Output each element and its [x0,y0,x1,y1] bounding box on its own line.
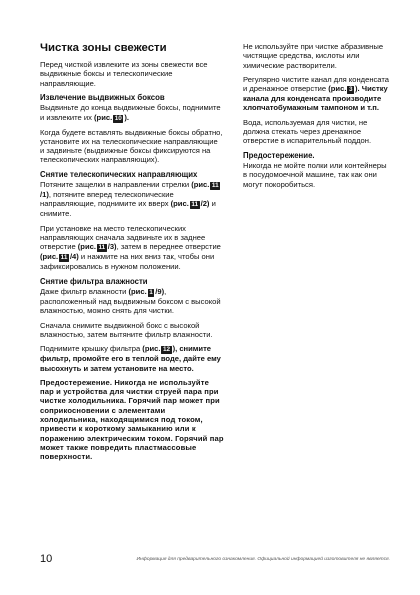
left-column [40,42,224,467]
remove-rails-paragraph-1: Потяните защелки в направлении стрелки (рис. 11/1), потяните вперед телескопические направляющие, поднимите их вверх (рис. 11 /2) и снимите. [40,180,219,219]
page-title: Чистка зоны свежести [40,42,167,54]
remove-filter-paragraph-3: Поднимите крышку фильтра (рис. 12 ), снимите фильтр, промойте его в теплой воде, дайте ему высохнуть и затем установите на место. [40,344,221,373]
figure-ref-icon: 11 [191,201,199,209]
figure-ref-icon: 10 [114,114,122,122]
page-footer [40,553,390,567]
section-remove-boxes [40,93,224,165]
disclaimer-text: Информация для предварительного ознакомления. Официальной информацией изготовителя не является. [136,557,390,562]
drain-paragraph: Регулярно чистите канал для конденсата и дренажное отверстие (рис. 3 ). Чистку канала для конденсата производите хлопчатобумажным тампоном и т.п. [243,74,389,113]
water-note: Вода, используемая для чистки, не должна стекать через дренажное отверстие в испарительный поддон. [243,117,372,146]
remove-boxes-paragraph-2: Когда будете вставлять выдвижные боксы обратно, установите их на телескопические направляющие и задвиньте (выдвижные боксы фиксируются на телескопических направляющих). [40,127,223,165]
remove-boxes-paragraph-1: Выдвиньте до конца выдвижные боксы, поднимите и извлеките их (рис. 10 ). [40,103,221,122]
remove-rails-paragraph-2: При установке на место телескопических направляющих сначала задвиньте их в заднее отверстие (рис. 11 /3), затем в переднее отверстие (рис. 11 /4) и нажмите на них вниз так, чтобы они зафиксировались в нужном положении. [40,223,221,272]
section-remove-filter [40,277,224,373]
figure-ref-icon: 12 [162,346,171,354]
abrasive-note: Не используйте при чистке абразивные чистящие средства, кислоты или химические растворители. [243,42,384,70]
warning-heading: Предостережение. [243,150,315,160]
remove-filter-paragraph-1: Даже фильтр влажности (рис. 1 /9), расположенный над выдвижным боксом с высокой влажностью, можно снять для чистки. [40,287,221,316]
remove-filter-paragraph-2: Сначала снимите выдвижной бокс с высокой влажностью, затем вытяните фильтр влажности. [40,320,213,339]
intro-paragraph: Перед чисткой извлеките из зоны свежести все выдвижные боксы и телескопические направляющие. [40,60,208,88]
dishwasher-warning: Никогда не мойте полки или контейнеры в посудомоечной машине, так как они могут покоробиться. [243,161,387,189]
right-column [243,42,391,194]
section-remove-rails [40,170,224,272]
figure-ref-icon: 11 [211,182,219,190]
section-heading-remove-boxes: Извлечение выдвижных боксов [40,92,165,102]
figure-ref-icon: 11 [98,244,106,252]
section-heading-remove-filter: Снятие фильтра влажности [40,276,148,286]
figure-ref-icon: 3 [348,86,353,94]
figure-ref-icon: 1 [149,289,153,297]
page-number: 10 [40,553,53,565]
figure-ref-icon: 11 [60,254,68,262]
steam-warning: Предостережение. Никогда не используйте пар и устройства для чистки струей пара при чистке холодильника. Горячий пар может при соприкосновении с элементами холодильника, находящимися под током, привести к короткому замыканию или к поражению электрическим током. Горячий пар может также повредить пластмассовые поверхности. [40,377,224,462]
section-heading-remove-rails: Снятие телескопических направляющих [40,169,198,179]
